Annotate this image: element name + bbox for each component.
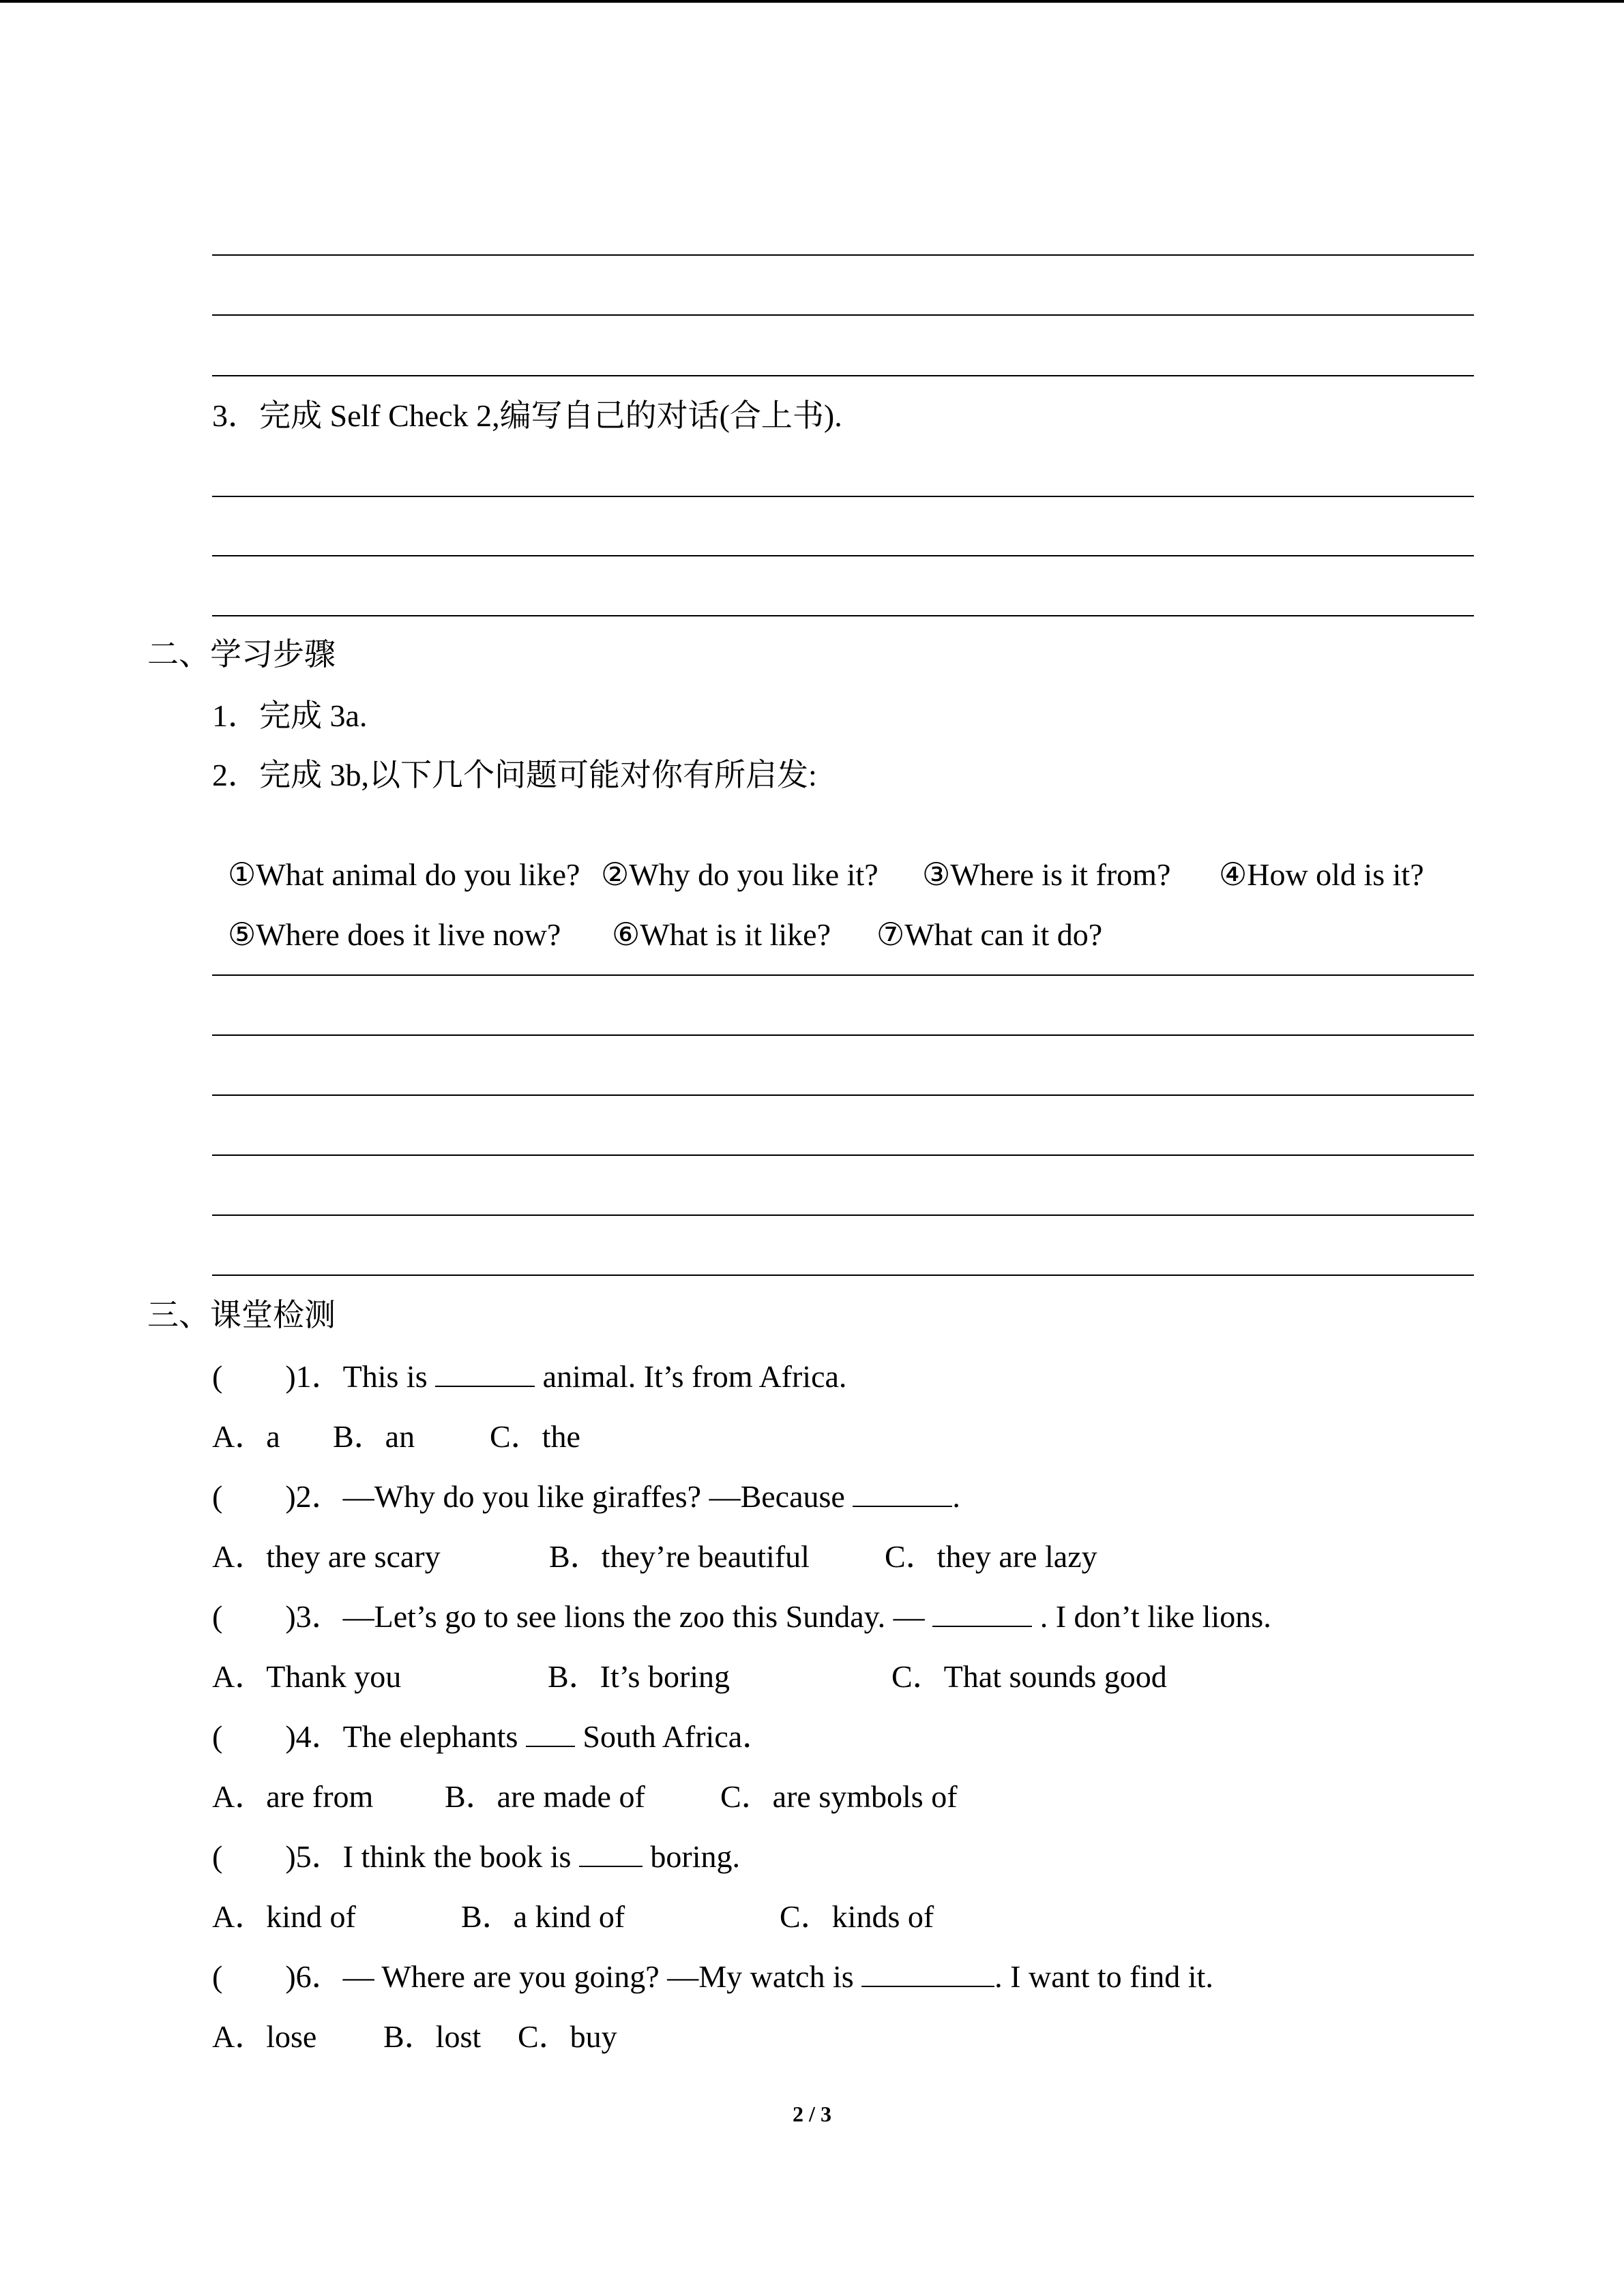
option-b: B．they’re beautiful	[549, 1539, 810, 1574]
question-stem: ( )4．The elephants	[212, 1719, 526, 1754]
question-4-options	[212, 1778, 958, 1816]
answer-blank[interactable]	[579, 1838, 643, 1867]
option-c: C．kinds of	[780, 1899, 934, 1934]
question-6-options	[212, 2018, 617, 2056]
question-stem: ( )6．— Where are you going? —My watch is	[212, 1959, 862, 1994]
question-1	[212, 1358, 846, 1396]
answer-line[interactable]	[212, 974, 1474, 976]
answer-line[interactable]	[212, 375, 1474, 376]
guiding-question: ⑦What can it do?	[876, 917, 1103, 952]
question-stem: . I want to find it.	[994, 1959, 1213, 1994]
question-4	[212, 1718, 773, 1756]
question-1-options	[212, 1418, 580, 1456]
answer-line[interactable]	[212, 254, 1474, 256]
guiding-question: ③Where is it from?	[922, 857, 1171, 892]
option-b: B．lost	[383, 2019, 482, 2054]
section3-heading: 三、课堂检测	[147, 1298, 336, 1332]
option-c: C．buy	[518, 2019, 617, 2054]
section2-item2: 2．完成 3b,以下几个问题可能对你有所启发:	[212, 758, 817, 792]
guiding-question: ⑤Where does it live now?	[228, 917, 561, 952]
guiding-question: ②Why do you like it?	[601, 857, 879, 892]
answer-line[interactable]	[212, 1214, 1474, 1216]
answer-line[interactable]	[212, 1154, 1474, 1156]
page-number: 2 / 3	[793, 2102, 831, 2126]
question-stem: boring.	[642, 1839, 741, 1874]
top-rule	[0, 0, 1624, 3]
option-a: A．they are scary	[212, 1539, 441, 1574]
option-a: A．a	[212, 1419, 280, 1454]
question-6	[212, 1958, 1213, 1996]
question-3	[212, 1598, 1271, 1636]
section2-item1: 1．完成 3a.	[212, 698, 368, 733]
guiding-question: ①What animal do you like?	[228, 857, 580, 892]
answer-line[interactable]	[212, 314, 1474, 316]
question-3-options	[212, 1658, 1167, 1696]
answer-blank[interactable]	[861, 1958, 994, 1987]
question-5	[212, 1838, 740, 1876]
option-a: A．Thank you	[212, 1659, 402, 1694]
guiding-question: ④How old is it?	[1219, 857, 1424, 892]
answer-blank[interactable]	[932, 1598, 1032, 1627]
option-c: C．they are lazy	[885, 1539, 1097, 1574]
option-b: B．It’s boring	[548, 1659, 730, 1694]
option-a: A．kind of	[212, 1899, 356, 1934]
answer-line[interactable]	[212, 615, 1474, 616]
section2-heading: 二、学习步骤	[147, 637, 336, 672]
guiding-questions-row2	[212, 878, 1102, 954]
option-b: B．an	[333, 1419, 415, 1454]
answer-line[interactable]	[212, 1094, 1474, 1096]
answer-blank[interactable]	[853, 1478, 952, 1507]
question-stem: .	[952, 1479, 960, 1514]
question-stem: ( )1．This is	[212, 1359, 436, 1394]
answer-line[interactable]	[212, 496, 1474, 497]
section1-item3: 3．完成 Self Check 2,编写自己的对话(合上书).	[212, 398, 842, 433]
question-stem: ( )3．—Let’s go to see lions the zoo this Sunday. —	[212, 1599, 933, 1634]
answer-line[interactable]	[212, 555, 1474, 556]
question-5-options	[212, 1898, 934, 1936]
option-b: B．are made of	[445, 1779, 645, 1814]
option-b: B．a kind of	[461, 1899, 625, 1934]
option-a: A．lose	[212, 2019, 317, 2054]
question-stem: ( )5．I think the book is	[212, 1839, 579, 1874]
option-c: C．the	[490, 1419, 580, 1454]
question-2	[212, 1478, 960, 1516]
option-a: A．are from	[212, 1779, 374, 1814]
answer-line[interactable]	[212, 1034, 1474, 1036]
question-stem: . I don’t like lions.	[1032, 1599, 1271, 1634]
question-stem: South Africa．	[574, 1719, 774, 1754]
question-stem: animal. It’s from Africa.	[535, 1359, 847, 1394]
question-stem: ( )2．—Why do you like giraffes? —Because	[212, 1479, 853, 1514]
answer-blank[interactable]	[435, 1358, 535, 1387]
answer-line[interactable]	[212, 1274, 1474, 1276]
answer-blank[interactable]	[526, 1718, 575, 1747]
option-c: C．are symbols of	[720, 1779, 958, 1814]
guiding-question: ⑥What is it like?	[612, 917, 831, 952]
question-2-options	[212, 1538, 1097, 1576]
option-c: C．That sounds good	[891, 1659, 1167, 1694]
